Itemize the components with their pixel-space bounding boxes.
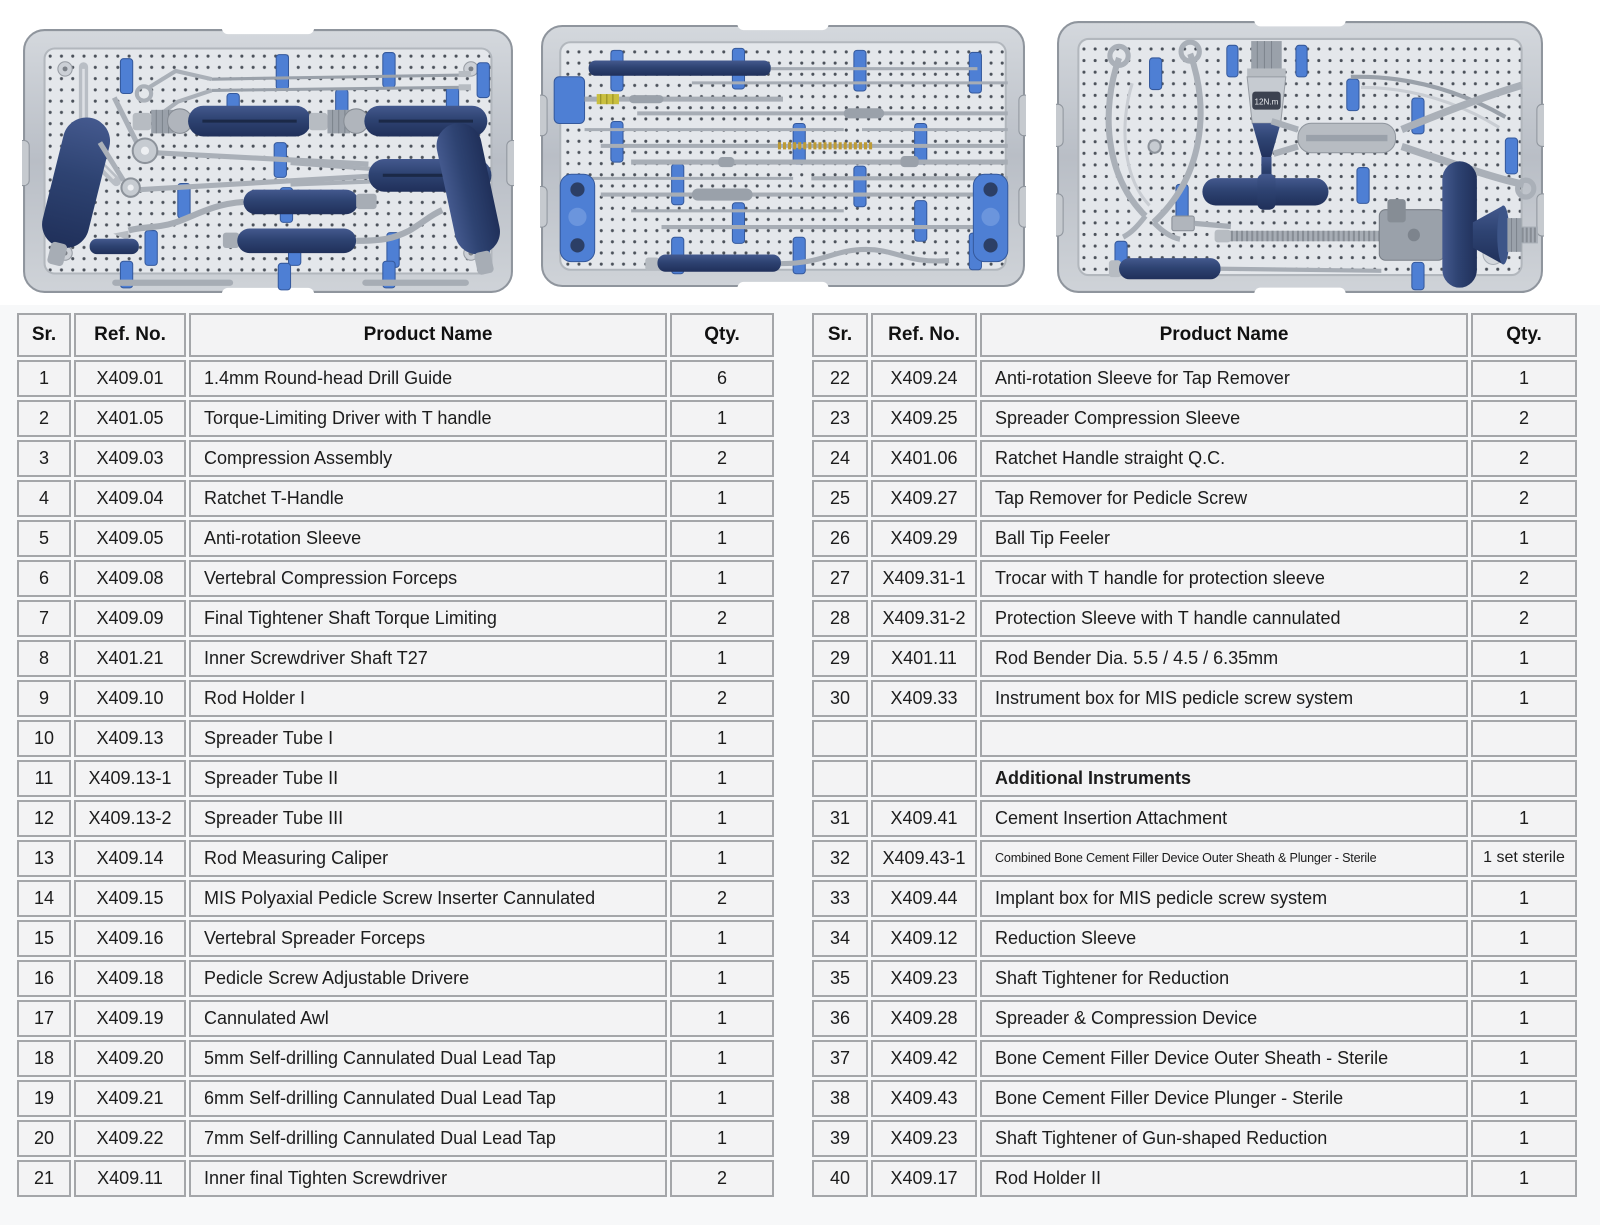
row-qty: 1 — [670, 480, 774, 517]
row-sr: 2 — [17, 400, 71, 437]
row-qty: 1 — [1471, 880, 1577, 917]
row-product-name — [980, 720, 1468, 757]
row-product-name: Inner Screwdriver Shaft T27 — [189, 640, 667, 677]
row-qty: 1 — [1471, 360, 1577, 397]
row-sr: 14 — [17, 880, 71, 917]
row-product-name: Compression Assembly — [189, 440, 667, 477]
row-ref: X409.17 — [871, 1160, 977, 1197]
row-product-name: Ratchet T-Handle — [189, 480, 667, 517]
row-sr: 37 — [812, 1040, 868, 1077]
row-product-name: Anti-rotation Sleeve — [189, 520, 667, 557]
butterfly-bracket-left — [560, 174, 594, 261]
row-sr — [812, 760, 868, 797]
row-ref: X409.41 — [871, 800, 977, 837]
row-product-name: Spreader Compression Sleeve — [980, 400, 1468, 437]
table-header-row — [17, 313, 774, 357]
row-product-name: Additional Instruments — [980, 760, 1468, 797]
row-qty: 1 — [670, 1080, 774, 1117]
row-qty: 2 — [1471, 440, 1577, 477]
row-qty: 1 — [1471, 960, 1577, 997]
row-qty: 1 — [670, 400, 774, 437]
row-ref: X409.31-1 — [871, 560, 977, 597]
table-row — [812, 440, 1577, 477]
row-ref: X409.23 — [871, 1120, 977, 1157]
row-ref: X409.14 — [74, 840, 186, 877]
row-ref: X409.15 — [74, 880, 186, 917]
row-product-name: Tap Remover for Pedicle Screw — [980, 480, 1468, 517]
row-qty: 1 — [670, 960, 774, 997]
row-product-name: Rod Bender Dia. 5.5 / 4.5 / 6.35mm — [980, 640, 1468, 677]
row-product-name: Anti-rotation Sleeve for Tap Remover — [980, 360, 1468, 397]
col-header-qty: Qty. — [670, 313, 774, 357]
row-product-name: Cement Insertion Attachment — [980, 800, 1468, 837]
row-product-name: Trocar with T handle for protection sleeve — [980, 560, 1468, 597]
row-qty: 1 — [1471, 640, 1577, 677]
table-row — [17, 1160, 774, 1197]
row-qty: 1 — [1471, 1080, 1577, 1117]
row-sr: 13 — [17, 840, 71, 877]
row-ref: X401.05 — [74, 400, 186, 437]
row-qty: 2 — [1471, 480, 1577, 517]
row-sr — [812, 720, 868, 757]
row-product-name: Spreader Tube III — [189, 800, 667, 837]
row-ref: X409.43-1 — [871, 840, 977, 877]
row-sr: 16 — [17, 960, 71, 997]
table-row — [812, 960, 1577, 997]
table-row — [17, 720, 774, 757]
table-row — [17, 680, 774, 717]
row-sr: 7 — [17, 600, 71, 637]
row-sr: 32 — [812, 840, 868, 877]
row-product-name: Protection Sleeve with T handle cannulated — [980, 600, 1468, 637]
row-qty: 1 — [670, 1000, 774, 1037]
instrument-tray-photo-1 — [22, 28, 514, 294]
row-qty: 1 — [670, 1040, 774, 1077]
row-qty: 2 — [670, 600, 774, 637]
table-row — [812, 1080, 1577, 1117]
row-sr: 15 — [17, 920, 71, 957]
row-product-name: Rod Holder II — [980, 1160, 1468, 1197]
row-qty: 1 — [1471, 520, 1577, 557]
row-qty: 1 — [1471, 1040, 1577, 1077]
row-product-name: 6mm Self-drilling Cannulated Dual Lead Tap — [189, 1080, 667, 1117]
row-product-name: 5mm Self-drilling Cannulated Dual Lead Tap — [189, 1040, 667, 1077]
row-ref: X409.44 — [871, 880, 977, 917]
table-row — [812, 1040, 1577, 1077]
row-sr: 12 — [17, 800, 71, 837]
torque-label: 12N.m — [1254, 97, 1279, 107]
row-sr: 18 — [17, 1040, 71, 1077]
row-qty: 2 — [1471, 600, 1577, 637]
table-row — [17, 840, 774, 877]
row-ref: X409.20 — [74, 1040, 186, 1077]
table-row — [17, 760, 774, 797]
row-sr: 29 — [812, 640, 868, 677]
row-product-name: Vertebral Spreader Forceps — [189, 920, 667, 957]
row-qty: 1 — [1471, 920, 1577, 957]
row-product-name: Implant box for MIS pedicle screw system — [980, 880, 1468, 917]
row-qty: 1 — [1471, 680, 1577, 717]
row-sr: 38 — [812, 1080, 868, 1117]
table-row — [812, 1120, 1577, 1157]
row-ref — [871, 720, 977, 757]
row-qty: 1 — [670, 800, 774, 837]
row-qty: 2 — [670, 880, 774, 917]
row-sr: 4 — [17, 480, 71, 517]
row-sr: 21 — [17, 1160, 71, 1197]
row-product-name: Vertebral Compression Forceps — [189, 560, 667, 597]
col-header-sr: Sr. — [17, 313, 71, 357]
table-row — [17, 920, 774, 957]
row-ref: X409.04 — [74, 480, 186, 517]
row-ref: X409.29 — [871, 520, 977, 557]
row-qty: 2 — [670, 680, 774, 717]
row-ref: X401.11 — [871, 640, 977, 677]
row-ref: X409.43 — [871, 1080, 977, 1117]
row-sr: 3 — [17, 440, 71, 477]
row-qty: 1 — [670, 560, 774, 597]
row-ref: X409.12 — [871, 920, 977, 957]
row-sr: 35 — [812, 960, 868, 997]
row-ref: X409.27 — [871, 480, 977, 517]
table-row — [812, 760, 1577, 797]
table-row — [812, 600, 1577, 637]
table-row — [812, 800, 1577, 837]
row-product-name: Shaft Tightener of Gun-shaped Reduction — [980, 1120, 1468, 1157]
table-row — [17, 1120, 774, 1157]
table-row — [17, 1080, 774, 1117]
row-product-name: 1.4mm Round-head Drill Guide — [189, 360, 667, 397]
table-header-row — [812, 313, 1577, 357]
bottom-rod-1 — [112, 280, 233, 286]
row-ref: X409.10 — [74, 680, 186, 717]
row-qty: 1 — [670, 720, 774, 757]
row-sr: 31 — [812, 800, 868, 837]
row-sr: 30 — [812, 680, 868, 717]
row-qty: 2 — [1471, 400, 1577, 437]
row-product-name: Ratchet Handle straight Q.C. — [980, 440, 1468, 477]
row-sr: 11 — [17, 760, 71, 797]
inventory-table-right — [809, 310, 1580, 1200]
row-product-name: Rod Measuring Caliper — [189, 840, 667, 877]
row-ref: X409.21 — [74, 1080, 186, 1117]
inventory-table-left — [14, 310, 777, 1200]
col-header-product: Product Name — [980, 313, 1468, 357]
butterfly-bracket-right — [973, 174, 1007, 261]
row-product-name: Rod Holder I — [189, 680, 667, 717]
row-product-name: Reduction Sleeve — [980, 920, 1468, 957]
row-qty: 1 — [1471, 1160, 1577, 1197]
table-row — [17, 520, 774, 557]
row-product-name: Spreader Tube II — [189, 760, 667, 797]
row-ref: X409.09 — [74, 600, 186, 637]
row-ref: X409.18 — [74, 960, 186, 997]
row-ref: X409.42 — [871, 1040, 977, 1077]
instrument-tray-photo-2 — [540, 24, 1026, 288]
row-qty: 1 — [1471, 1120, 1577, 1157]
row-qty: 1 — [1471, 1000, 1577, 1037]
row-qty: 1 — [1471, 800, 1577, 837]
row-sr: 33 — [812, 880, 868, 917]
table-row — [17, 1040, 774, 1077]
row-ref — [871, 760, 977, 797]
row-qty: 2 — [1471, 560, 1577, 597]
row-product-name: Combined Bone Cement Filler Device Outer Sheath & Plunger - Sterile — [980, 840, 1468, 877]
row-qty — [1471, 720, 1577, 757]
table-row — [812, 560, 1577, 597]
col-header-sr: Sr. — [812, 313, 868, 357]
row-qty: 1 — [670, 920, 774, 957]
row-sr: 27 — [812, 560, 868, 597]
row-ref: X409.24 — [871, 360, 977, 397]
row-product-name: Instrument box for MIS pedicle screw system — [980, 680, 1468, 717]
row-ref: X409.03 — [74, 440, 186, 477]
row-ref: X409.19 — [74, 1000, 186, 1037]
row-qty: 1 — [670, 840, 774, 877]
row-product-name: Bone Cement Filler Device Outer Sheath - Sterile — [980, 1040, 1468, 1077]
table-row — [812, 480, 1577, 517]
row-product-name: Pedicle Screw Adjustable Drivere — [189, 960, 667, 997]
row-sr: 8 — [17, 640, 71, 677]
table-row — [812, 360, 1577, 397]
row-ref: X409.31-2 — [871, 600, 977, 637]
row-qty: 1 — [670, 760, 774, 797]
table-row — [17, 880, 774, 917]
row-sr: 28 — [812, 600, 868, 637]
col-header-product: Product Name — [189, 313, 667, 357]
row-qty — [1471, 760, 1577, 797]
row-product-name: Ball Tip Feeler — [980, 520, 1468, 557]
table-row — [17, 480, 774, 517]
row-qty: 1 — [670, 1120, 774, 1157]
table-row — [812, 720, 1577, 757]
row-sr: 22 — [812, 360, 868, 397]
row-sr: 6 — [17, 560, 71, 597]
row-qty: 1 — [670, 520, 774, 557]
row-ref: X401.06 — [871, 440, 977, 477]
row-ref: X409.13-1 — [74, 760, 186, 797]
row-ref: X409.22 — [74, 1120, 186, 1157]
row-sr: 19 — [17, 1080, 71, 1117]
row-sr: 39 — [812, 1120, 868, 1157]
row-product-name: Spreader & Compression Device — [980, 1000, 1468, 1037]
row-qty: 1 set sterile — [1471, 840, 1577, 877]
row-sr: 9 — [17, 680, 71, 717]
table-row — [17, 400, 774, 437]
table-row — [17, 800, 774, 837]
small-navy-part — [90, 239, 139, 254]
row-ref: X409.01 — [74, 360, 186, 397]
row-sr: 20 — [17, 1120, 71, 1157]
col-header-ref: Ref. No. — [871, 313, 977, 357]
bottom-rod-2 — [362, 280, 469, 286]
row-product-name: Bone Cement Filler Device Plunger - Sterile — [980, 1080, 1468, 1117]
blue-block — [554, 77, 584, 124]
table-row — [17, 640, 774, 677]
table-row — [17, 600, 774, 637]
row-product-name: Torque-Limiting Driver with T handle — [189, 400, 667, 437]
row-sr: 36 — [812, 1000, 868, 1037]
row-product-name: Final Tightener Shaft Torque Limiting — [189, 600, 667, 637]
row-ref: X409.08 — [74, 560, 186, 597]
row-sr: 23 — [812, 400, 868, 437]
col-header-qty: Qty. — [1471, 313, 1577, 357]
table-row — [812, 880, 1577, 917]
row-sr: 10 — [17, 720, 71, 757]
table-row — [812, 1000, 1577, 1037]
row-qty: 2 — [670, 440, 774, 477]
row-product-name: Cannulated Awl — [189, 1000, 667, 1037]
screwdriver-a — [133, 106, 311, 137]
table-row — [17, 440, 774, 477]
row-sr: 34 — [812, 920, 868, 957]
table-row — [812, 920, 1577, 957]
row-ref: X409.25 — [871, 400, 977, 437]
table-row — [17, 960, 774, 997]
row-sr: 1 — [17, 360, 71, 397]
row-ref: X409.13 — [74, 720, 186, 757]
row-product-name: Inner final Tighten Screwdriver — [189, 1160, 667, 1197]
table-row — [17, 1000, 774, 1037]
row-qty: 6 — [670, 360, 774, 397]
table-row — [812, 400, 1577, 437]
row-ref: X401.21 — [74, 640, 186, 677]
row-ref: X409.28 — [871, 1000, 977, 1037]
row-product-name: MIS Polyaxial Pedicle Screw Inserter Cannulated — [189, 880, 667, 917]
table-row — [17, 560, 774, 597]
instrument-tray-photo-3 — [1056, 20, 1544, 294]
row-sr: 5 — [17, 520, 71, 557]
row-ref: X409.16 — [74, 920, 186, 957]
row-ref: X409.23 — [871, 960, 977, 997]
table-row — [812, 640, 1577, 677]
row-ref: X409.05 — [74, 520, 186, 557]
table-row — [17, 360, 774, 397]
row-qty: 2 — [670, 1160, 774, 1197]
row-ref: X409.11 — [74, 1160, 186, 1197]
row-sr: 25 — [812, 480, 868, 517]
row-ref: X409.33 — [871, 680, 977, 717]
row-sr: 24 — [812, 440, 868, 477]
row-product-name: Shaft Tightener for Reduction — [980, 960, 1468, 997]
table-row — [812, 1160, 1577, 1197]
row-product-name: 7mm Self-drilling Cannulated Dual Lead Tap — [189, 1120, 667, 1157]
row-product-name: Spreader Tube I — [189, 720, 667, 757]
row-ref: X409.13-2 — [74, 800, 186, 837]
row-sr: 40 — [812, 1160, 868, 1197]
row-sr: 17 — [17, 1000, 71, 1037]
table-row — [812, 840, 1577, 877]
row-qty: 1 — [670, 640, 774, 677]
table-row — [812, 520, 1577, 557]
table-row — [812, 680, 1577, 717]
row-sr: 26 — [812, 520, 868, 557]
col-header-ref: Ref. No. — [74, 313, 186, 357]
